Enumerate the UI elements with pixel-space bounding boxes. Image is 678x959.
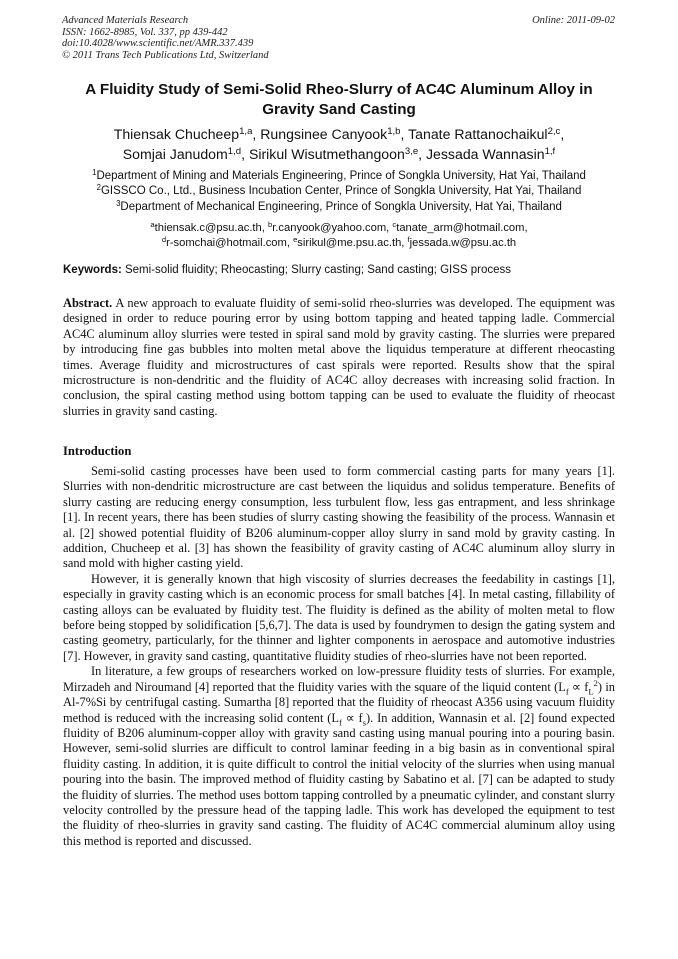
author-list [40, 125, 638, 164]
author-name: Sirikul Wisutmethangoon [248, 145, 405, 162]
affiliation: $^2$GISSCO Co., Ltd., Business Incubation Center, Prince of Songkla University, Hat Yai, Thailand [96, 183, 582, 198]
abstract [63, 296, 615, 419]
author-name: Somjai Janudom [122, 145, 228, 162]
keywords-text: Semi-solid fluidity; Rheocasting; Slurry casting; Sand casting; GISS process [121, 264, 512, 276]
abstract-label: Abstract. [63, 296, 113, 310]
paragraph: Semi-solid casting processes have been used to form commercial casting parts for many years [1]. Slurries with non-dendritic microstructure are cast between the liquidus and solidus temperature. Benefits of slurry casting are reducing energy consumption, less turbulent flow, less gas entrapment, and less shrinkage [1]. In recent years, there has been studies of slurry casting showing the feasibility of the process. Wannasin et al. [2] showed potential fluidity of B206 aluminum-copper alloy slurry in sand mold by gravity casting. In addition, Chucheep et al. [3] has shown the feasibility of gravity casting of AC4C aluminum alloy slurry in sand mold with higher casting yield. [63, 464, 615, 571]
abstract-text: A new approach to evaluate fluidity of semi-solid rheo-slurries was developed. The equipment was designed in order to reduce pouring error by using bottom tapping and heated tapping ladle. Commercial AC4C aluminum alloy slurries were tested in spiral sand mold by gravity casting. The slurries were prepared by introducing fine gas bubbles into molten metal above the liquidus temperature at different rheocasting times. Average fluidity and microstructures of cast spirals were reported. Results show that the spiral microstructure is non-dendritic and the fluidity of AC4C alloy decreases with increasing solid fraction. In conclusion, the spiral casting method using bottom tapping can be used to evaluate the fluidity of rheocast slurries in gravity sand casting. [63, 296, 615, 418]
author-name: Tanate Rattanochaikul [408, 126, 548, 142]
journal-name: Advanced Materials Research [62, 15, 189, 26]
paper-title: A Fluidity Study of Semi-Solid Rheo-Slurry of AC4C Aluminum Alloy in Gravity Sand Casting [85, 81, 593, 118]
email-link[interactable]: sirikul@me.psu.ac.th, [297, 236, 408, 249]
email-link[interactable]: jessada.w@psu.ac.th [409, 236, 517, 249]
author-name: Thiensak Chucheep [113, 126, 240, 142]
email-link[interactable]: r-somchai@hotmail.com, [166, 236, 294, 249]
keywords [63, 263, 615, 277]
affiliation: $^1$Department of Mining and Materials Engineering, Prince of Songkla University, Hat Yai, Thailand [92, 168, 586, 182]
author-name: Jessada Wannasin [426, 145, 545, 162]
introduction-body [63, 464, 615, 849]
affiliation: $^3$Department of Mechanical Engineering, Prince of Songkla University, Hat Yai, Thailand [116, 198, 562, 213]
section-heading-introduction: Introduction [63, 444, 132, 458]
author-line-2: Somjai Janudom$^{1,d}$, Sirikul Wisutmethangoon$^{3,e}$, Jessada Wannasin$^{1,f}$ [122, 145, 556, 162]
affiliations [40, 169, 638, 215]
paragraph: In literature, a few groups of researchers worked on low-pressure fluidity tests of slurries. For example, Mirzadeh and Niroumand [4] reported that the fluidity varies with the square of the liquid content $(L_f \propto f_L^2)$ in Al-7%Si by centrifugal casting. Sumartha [8] reported that the fluidity of rheocast A356 using vacuum fluidity method is reduced with the increasing solid content $(L_f \propto f_s)$. In addition, Wannasin et al. [2] found expected fluidity of B206 aluminum-copper alloy with gravity sand casting using manual pouring into a pouring basin. However, semi-solid slurries are difficult to control laminar feeding in a big basin as in conventional spiral fluidity casting. In addition, it is quite difficult to control the initial velocity of the slurries when using manual pouring into the basin. The improved method of fluidity casting by Sabatino et al. [7] can be adapted to study the fluidity of slurries. The method uses bottom tapping controlled by a pneumatic cylinder, and constant slurry velocity controlled by the pressure head of the tapping ladle. This work has developed the equipment to test the fluidity of rheo-slurries in gravity sand casting. The fluidity of AC4C commercial aluminum alloy using this method is reported and discussed. [63, 664, 615, 848]
email-link[interactable]: r.canyook@yahoo.com, [272, 222, 393, 234]
doi: doi:10.4028/www.scientific.net/AMR.337.439 [62, 38, 254, 49]
journal-header [62, 15, 269, 61]
email-link[interactable]: tanate_arm@hotmail.com, [396, 222, 528, 234]
copyright: © 2011 Trans Tech Publications Ltd, Switzerland [62, 49, 269, 61]
author-line-1: Thiensak Chucheep$^{1,a}$, Rungsinee Canyook$^{1,b}$, Tanate Rattanochaikul$^{2,c}$, [113, 126, 565, 142]
author-name: Rungsinee Canyook [260, 126, 388, 142]
keywords-label: Keywords: [63, 264, 122, 276]
paragraph: However, it is generally known that high viscosity of slurries decreases the feedability in castings [1], especially in gravity casting which is an economic process for small batches [4]. In metal casting, fillability of casting alloys can be evaluated by fluidity test. The fluidity is defined as the ability of molten metal to flow before being stopped by solidification [5,6,7]. The data is used by foundrymen to design the gating system and casting geometry, particularly, for the thinner and lighter components in aerospace and automotive industries [7]. However, in gravity sand casting, quantitative fluidity studies of rheo-slurries have not been reported. [63, 571, 615, 663]
online-date: Online: 2011-09-02 [532, 15, 615, 26]
author-emails: $^a$thiensak.c@psu.ac.th, $^b$r.canyook@yahoo.com, $^c$tanate_arm@hotmail.com, $^d$r-somchai@hotmail.com, $^e$sirikul@me.psu.ac.th, $^f$jessada.w@psu.ac.th [150, 220, 528, 249]
email-link[interactable]: thiensak.c@psu.ac.th, [154, 222, 268, 234]
issn-volume: ISSN: 1662-8985, Vol. 337, pp 439-442 [62, 26, 228, 38]
